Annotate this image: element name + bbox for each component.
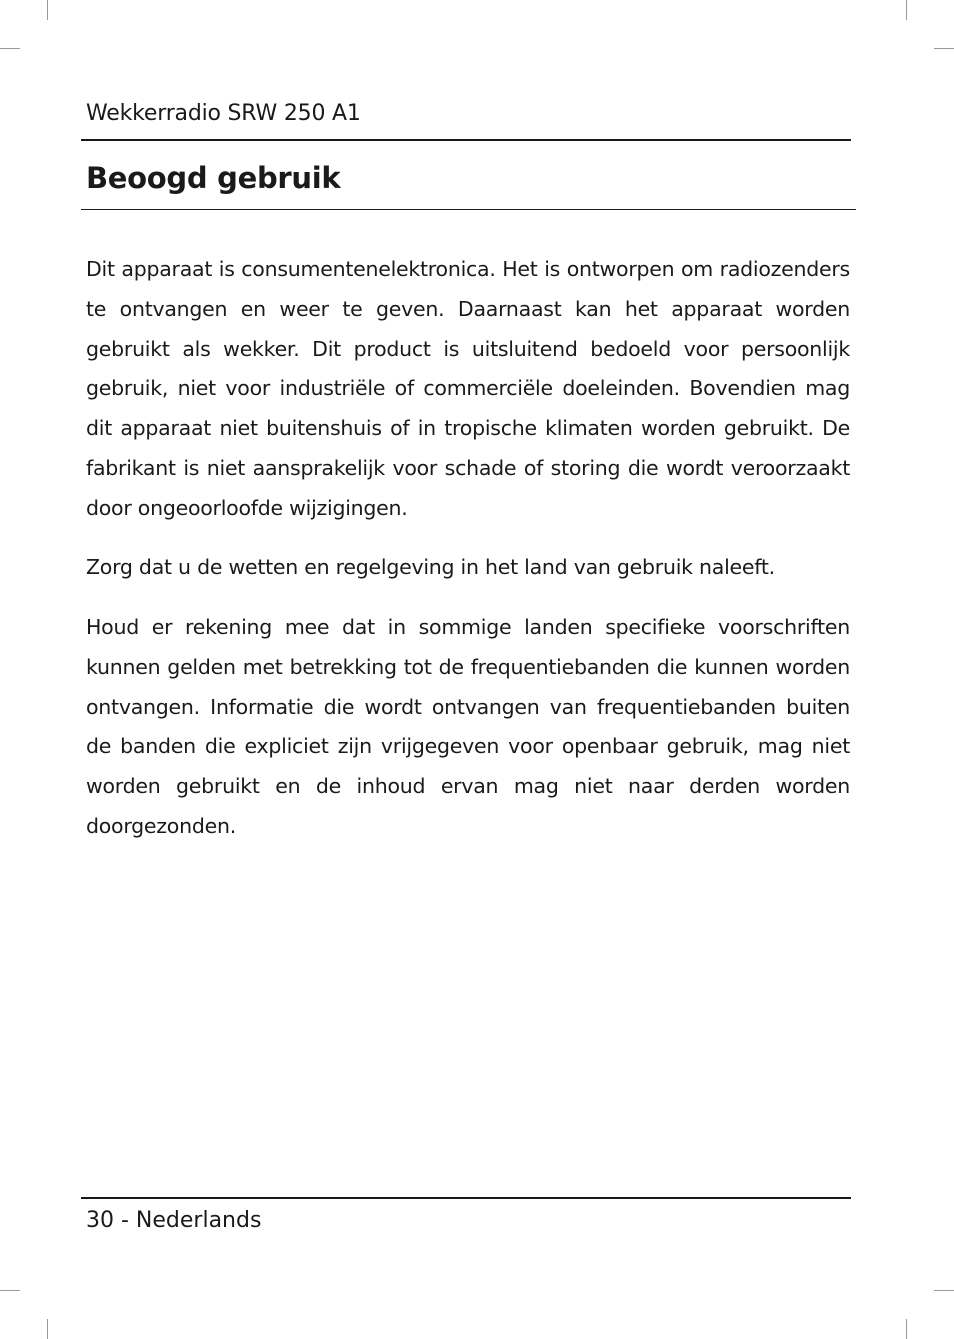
crop-mark xyxy=(0,1290,20,1291)
paragraph-frequency-bands: Houd er rekening mee dat in sommige landen specifieke voorschriften kunnen gelden met betrekking tot de frequentiebanden die kunnen worden ontvangen. Informatie die wordt ontvangen van frequentiebanden buiten de banden die expliciet zijn vrijgegeven voor openbaar gebruik, mag niet worden gebruikt en de inhoud ervan mag niet naar derden worden doorgezonden. xyxy=(86,615,850,838)
paragraph-intended-use: Dit apparaat is consumentenelektronica. Het is ontworpen om radiozenders te ontvangen en weer te geven. Daarnaast kan het apparaat worden gebruikt als wekker. Dit product is uitsluitend bedoeld voor persoonlijk gebruik, niet voor industriële of commerciële doeleinden. Bovendien mag dit apparaat niet buitenshuis of in tropische klimaten worden gebruikt. De fabrikant is niet aansprakelijk voor schade of storing die wordt veroorzaakt door ongeoorloofde wijzigingen. xyxy=(86,257,850,520)
crop-mark xyxy=(47,1319,48,1339)
footer-rule xyxy=(81,1197,851,1199)
running-header-title: Wekkerradio SRW 250 A1 xyxy=(86,101,361,126)
footer-language: - Nederlands xyxy=(114,1208,262,1233)
page-footer xyxy=(86,1207,261,1235)
crop-mark xyxy=(934,48,954,49)
paragraph-laws: Zorg dat u de wetten en regelgeving in het land van gebruik naleeft. xyxy=(86,555,775,579)
page-number: 30 xyxy=(86,1208,114,1233)
crop-mark xyxy=(934,1290,954,1291)
crop-mark xyxy=(906,1319,907,1339)
crop-mark xyxy=(0,48,20,49)
crop-mark xyxy=(47,0,48,20)
heading-rule xyxy=(81,209,856,210)
crop-mark xyxy=(906,0,907,20)
section-heading: Beoogd gebruik xyxy=(86,161,341,195)
header-rule xyxy=(81,139,851,141)
